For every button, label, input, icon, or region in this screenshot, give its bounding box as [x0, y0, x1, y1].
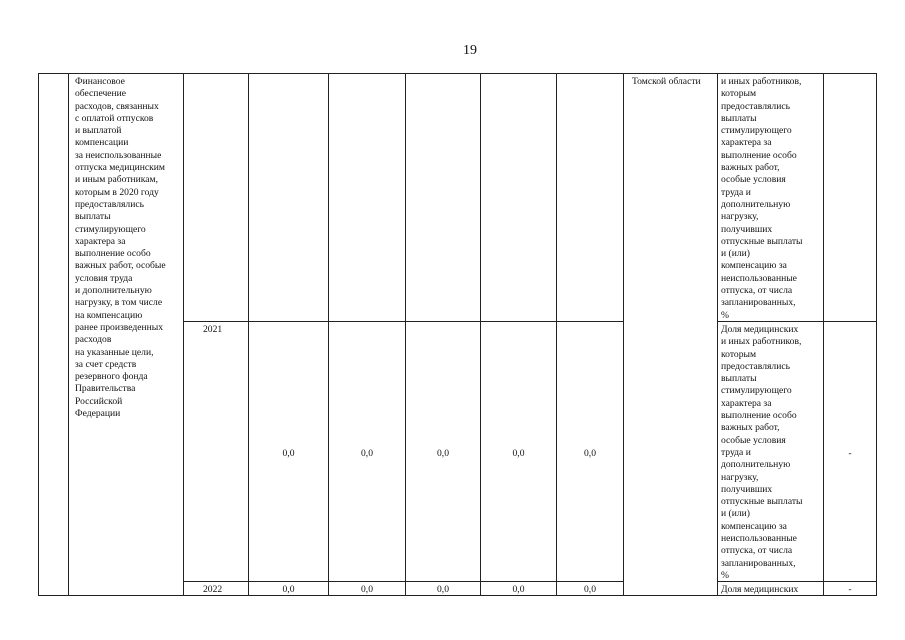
value-cell: 0,0 — [584, 448, 596, 459]
value-cell: 0,0 — [282, 584, 295, 595]
col-divider — [68, 74, 69, 596]
value-cell: 0,0 — [361, 448, 373, 459]
value-cell: 0,0 — [282, 448, 295, 459]
executor-cell: Томской области — [632, 76, 701, 87]
activity-table — [38, 73, 877, 596]
col-divider — [623, 74, 624, 596]
col-divider — [405, 74, 406, 596]
target-cell: - — [848, 448, 852, 459]
value-cell: 0,0 — [437, 448, 449, 459]
col-divider — [823, 74, 824, 596]
col-divider — [328, 74, 329, 596]
value-cell: 0,0 — [361, 584, 373, 595]
activity-name: Финансовое обеспечение расходов, связанных с оплатой отпусков и выплатой компенсации за неиспользованные отпуска медицинским и иным работникам, которым в 2020 году предоставлялись выплаты стимулирующего характера за выполнение особо важных работ, особые условия труда и дополнительную нагрузку, в том числе на компенсацию ранее произведенных расходов на указанные цели, за счет средств резервного фонда Правительства Российской Федерации — [75, 76, 166, 420]
year-cell: 2022 — [203, 584, 223, 595]
indicator-cell: Доля медицинских и иных работников, которым предоставлялись выплаты стимулирующего характера за выполнение особо важных работ, особые условия труда и дополнительную нагрузку, получивших отпускные выплаты и (или) компенсацию за неиспользованные отпуска, от числа запланированных, % — [721, 324, 803, 581]
row-divider — [183, 581, 623, 582]
col-divider — [248, 74, 249, 596]
year-cell: 2021 — [203, 324, 223, 335]
value-cell: 0,0 — [584, 584, 596, 595]
indicator-cell: Доля медицинских — [721, 584, 799, 595]
indicator-cell: и иных работников, которым предоставлялись выплаты стимулирующего характера за выполнение особо важных работ, особые условия труда и дополнительную нагрузку, получивших отпускные выплаты и (или) компенсацию за неиспользованные отпуска, от числа запланированных, % — [721, 76, 803, 321]
value-cell: 0,0 — [512, 448, 525, 459]
page-number: 19 — [463, 43, 477, 58]
value-cell: 0,0 — [437, 584, 449, 595]
col-divider — [876, 74, 877, 596]
value-cell: 0,0 — [512, 584, 525, 595]
col-divider — [480, 74, 481, 596]
row-divider — [183, 321, 623, 322]
col-divider — [556, 74, 557, 596]
col-divider — [717, 74, 718, 596]
col-divider — [183, 74, 184, 596]
target-cell: - — [848, 584, 852, 595]
